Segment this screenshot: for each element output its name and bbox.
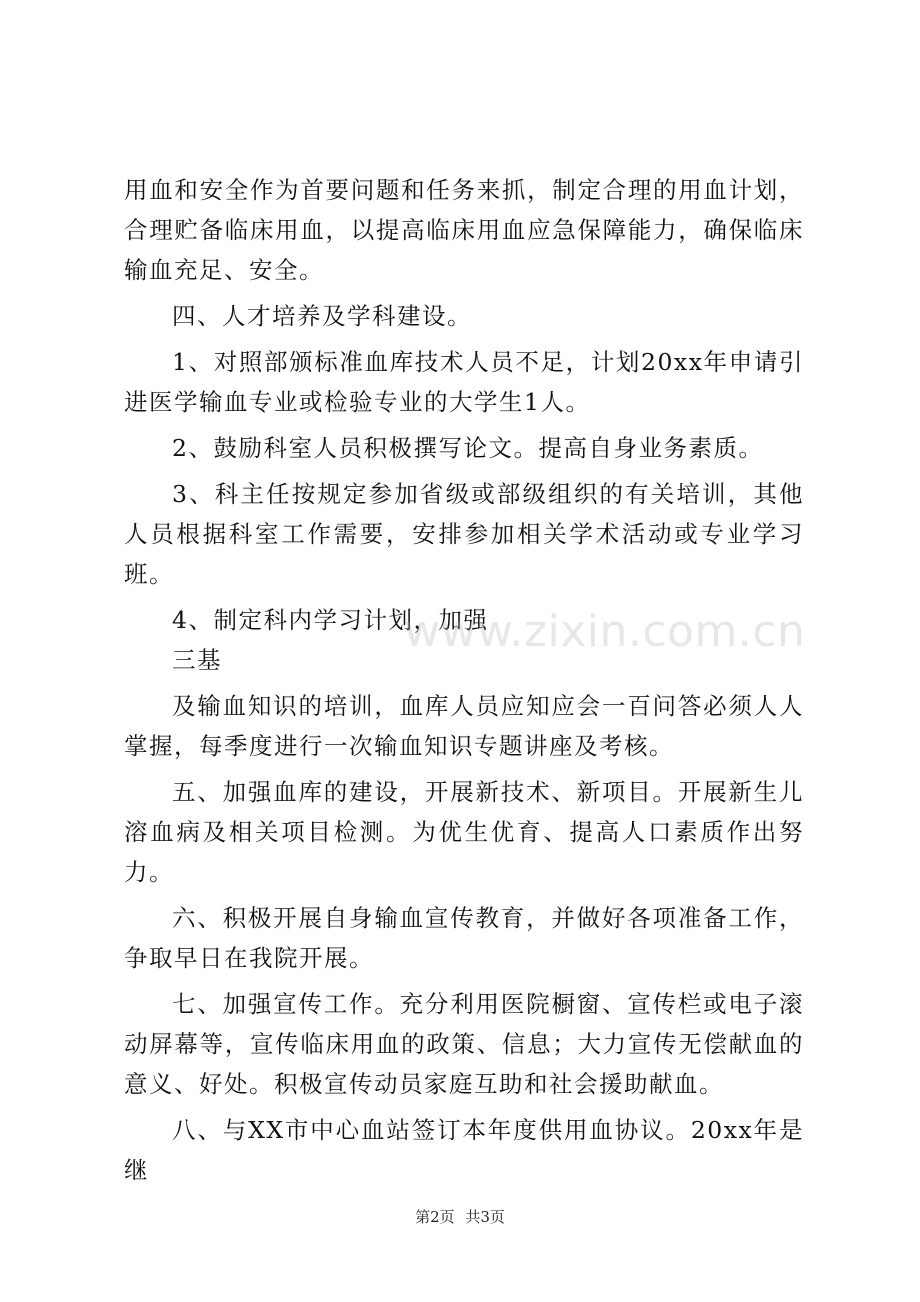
page-footer (0, 1206, 920, 1227)
paragraph-heading-4: 四、人才培养及学科建设。 (172, 302, 472, 330)
paragraph-item-2: 2、鼓励科室人员积极撰写论文。提高自身业务素质。 (172, 434, 764, 462)
paragraph-item-4-training: 及输血知识的培训，血库人员应知应会一百问答必须人人掌握，每季度进行一次输血知识专题讲座及考核。 (124, 692, 804, 760)
page-number: 第2页 (415, 1208, 455, 1226)
watermark: www.zixin.com.cn (404, 606, 806, 657)
paragraph-heading-6: 六、积极开展自身输血宣传教育，并做好各项准备工作，争取早日在我院开展。 (124, 904, 804, 972)
paragraph-heading-8: 八、与XX市中心血站签订本年度供用血协议。20xx年是继 (124, 1116, 804, 1184)
paragraph-heading-5: 五、加强血库的建设，开展新技术、新项目。开展新生儿溶血病及相关项目检测。为优生优育、提高人口素质作出努力。 (124, 778, 804, 886)
paragraph-item-4: 4、制定科内学习计划，加强 (172, 606, 489, 634)
paragraph-item-3: 3、科主任按规定参加省级或部级组织的有关培训，其他人员根据科室工作需要，安排参加相关学术活动或专业学习班。 (124, 480, 804, 588)
page-total: 共3页 (465, 1208, 505, 1226)
paragraph-item-1: 1、对照部颁标准血库技术人员不足，计划20xx年申请引进医学输血专业或检验专业的大学生1人。 (124, 348, 804, 416)
paragraph-heading-7: 七、加强宣传工作。充分利用医院橱窗、宣传栏或电子滚动屏幕等，宣传临床用血的政策、信息；大力宣传无偿献血的意义、好处。积极宣传动员家庭互助和社会援助献血。 (124, 990, 804, 1098)
paragraph-item-4-cont: 三基 (172, 646, 222, 674)
paragraph-1: 用血和安全作为首要问题和任务来抓，制定合理的用血计划，合理贮备临床用血，以提高临床用血应急保障能力，确保临床输血充足、安全。 (124, 176, 804, 284)
document-body (124, 170, 804, 1196)
